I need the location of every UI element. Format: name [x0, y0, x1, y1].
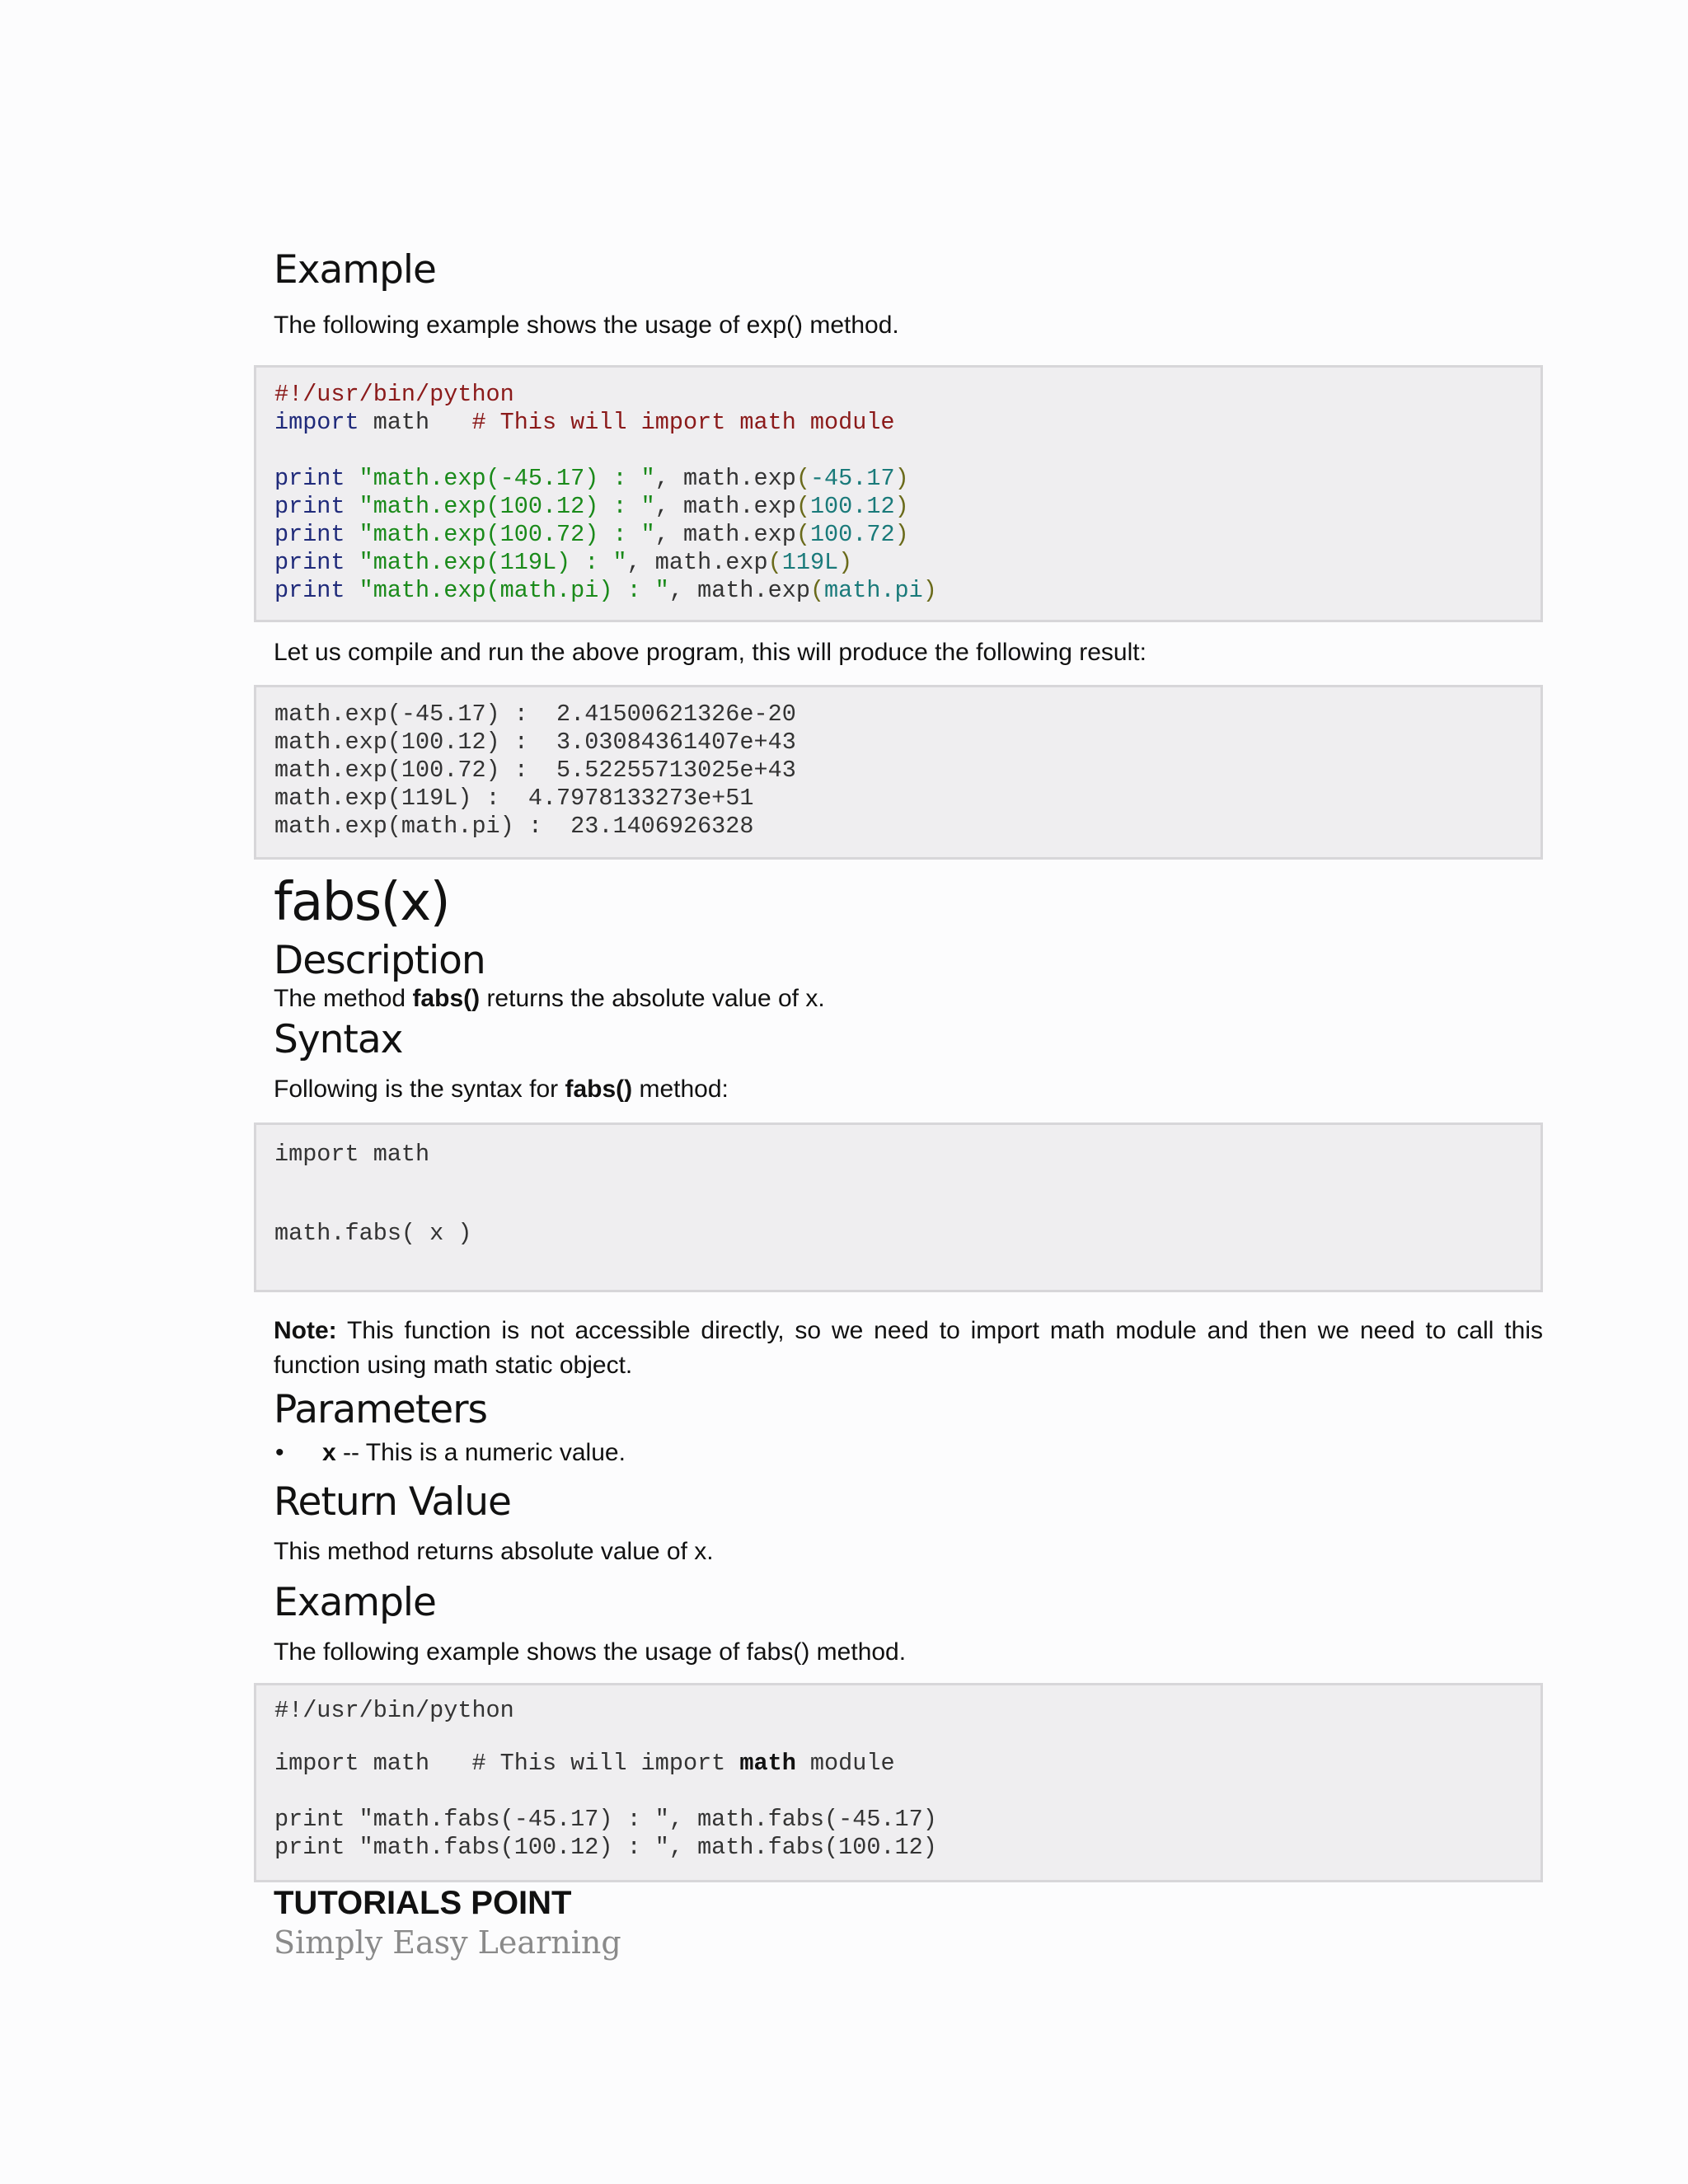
fabs-example-code-block: [254, 1683, 1543, 1882]
footer-title: TUTORIALS POINT: [274, 1884, 572, 1921]
code-separator: ,: [654, 521, 683, 549]
code-line: math.fabs( x ): [274, 1219, 472, 1247]
return-value-heading: Return Value: [274, 1479, 511, 1525]
code-number: 100.72: [809, 521, 895, 549]
description-text: [274, 982, 1543, 1016]
code-identifier: math: [359, 409, 472, 437]
code-keyword: print: [274, 465, 345, 493]
code-separator: ,: [668, 577, 698, 605]
code-function: math.exp: [683, 493, 796, 521]
note-label: Note:: [274, 1316, 337, 1344]
code-keyword: print: [274, 577, 345, 605]
code-keyword: print: [274, 493, 345, 521]
code-line: [274, 577, 1522, 605]
code-line: import math: [274, 1140, 430, 1168]
code-line: [274, 521, 1522, 549]
code-import-post: module: [795, 1749, 895, 1777]
fabs-example-intro: The following example shows the usage of fabs() method.: [274, 1638, 907, 1666]
code-paren: (: [795, 493, 810, 521]
code-string: "math.exp(-45.17) : ": [345, 465, 655, 493]
exp-example-code-block: [254, 365, 1543, 622]
code-line: print "math.fabs(100.12) : ", math.fabs(100.12): [274, 1833, 937, 1861]
code-string: "math.exp(math.pi) : ": [345, 577, 669, 605]
parameters-list: [274, 1436, 1543, 1470]
code-line: #!/usr/bin/python: [274, 1696, 514, 1724]
syntax-post: method:: [632, 1075, 729, 1103]
code-keyword: import: [274, 409, 359, 437]
syntax-bold: fabs(): [565, 1075, 633, 1103]
syntax-code-block: [254, 1122, 1543, 1292]
code-line: print "math.fabs(-45.17) : ", math.fabs(-45.17): [274, 1805, 937, 1833]
code-keyword: print: [274, 549, 345, 577]
code-string: "math.exp(100.12) : ": [345, 493, 655, 521]
code-number: 100.12: [809, 493, 895, 521]
code-line: [274, 381, 1522, 409]
code-paren: ): [894, 521, 909, 549]
list-item: [274, 1436, 1543, 1470]
parameters-heading: Parameters: [274, 1386, 488, 1432]
description-pre: The method: [274, 984, 413, 1012]
code-shebang: #!/usr/bin/python: [274, 381, 514, 409]
code-paren: ): [894, 465, 909, 493]
code-function: math.exp: [697, 577, 810, 605]
code-blank-line: [274, 437, 1522, 465]
code-separator: ,: [654, 493, 683, 521]
exp-example-heading: Example: [274, 247, 436, 293]
description-post: returns the absolute value of x.: [480, 984, 825, 1012]
code-paren: ): [922, 577, 937, 605]
exp-output-block: [254, 685, 1543, 860]
output-line: math.exp(-45.17) : 2.41500621326e-20: [274, 701, 796, 729]
description-heading: Description: [274, 937, 485, 983]
code-number: math.pi: [824, 577, 923, 605]
code-keyword: print: [274, 521, 345, 549]
output-line: math.exp(100.12) : 3.03084361407e+43: [274, 729, 796, 757]
fabs-example-heading: Example: [274, 1579, 436, 1625]
syntax-heading: Syntax: [274, 1016, 403, 1062]
code-line: [274, 493, 1522, 521]
code-separator: ,: [654, 465, 683, 493]
code-number: 119L: [781, 549, 839, 577]
code-line: [274, 1750, 1522, 1778]
code-paren: (: [795, 521, 810, 549]
syntax-text: [274, 1072, 1543, 1107]
code-paren: ): [838, 549, 853, 577]
code-line: [274, 549, 1522, 577]
code-paren: (: [795, 465, 810, 493]
code-paren: (: [767, 549, 782, 577]
bullet-icon: •: [275, 1438, 284, 1466]
note-text: This function is not accessible directly, so we need to import math module and then we need to call this function using math static object.: [274, 1316, 1543, 1379]
code-line: [274, 409, 1522, 437]
description-bold: fabs(): [412, 984, 481, 1012]
exp-result-intro: Let us compile and run the above program, this will produce the following result:: [274, 639, 1146, 667]
code-function: math.exp: [683, 521, 796, 549]
output-line: math.exp(math.pi) : 23.1406926328: [274, 813, 754, 841]
return-value-text: This method returns absolute value of x.: [274, 1537, 714, 1565]
footer: [274, 1884, 1543, 1963]
code-separator: ,: [626, 549, 655, 577]
exp-example-intro: The following example shows the usage of exp() method.: [274, 312, 899, 340]
code-line: [274, 1194, 1522, 1216]
fabs-title: fabs(x): [274, 872, 450, 934]
code-blank-line: [274, 1778, 1522, 1806]
output-line: math.exp(119L) : 4.7978133273e+51: [274, 785, 754, 813]
footer-subtitle: Simply Easy Learning: [274, 1924, 621, 1961]
param-desc: -- This is a numeric value.: [335, 1438, 626, 1466]
page-content: [274, 239, 1543, 1963]
code-comment: # This will import math module: [471, 409, 895, 437]
code-import-pre: import math # This will import: [274, 1749, 740, 1777]
code-line: [274, 1173, 1522, 1194]
code-blank-line: [274, 1725, 1522, 1750]
code-import-bold: math: [739, 1749, 796, 1777]
note-paragraph: [274, 1314, 1543, 1383]
syntax-pre: Following is the syntax for: [274, 1075, 565, 1103]
code-string: "math.exp(119L) : ": [345, 549, 627, 577]
code-paren: (: [809, 577, 825, 605]
output-line: math.exp(100.72) : 5.52255713025e+43: [274, 757, 796, 785]
code-string: "math.exp(100.72) : ": [345, 521, 655, 549]
code-function: math.exp: [683, 465, 796, 493]
code-line: [274, 465, 1522, 493]
code-paren: ): [894, 493, 909, 521]
code-number: -45.17: [809, 465, 895, 493]
code-function: math.exp: [654, 549, 768, 577]
param-name: x: [322, 1438, 336, 1466]
